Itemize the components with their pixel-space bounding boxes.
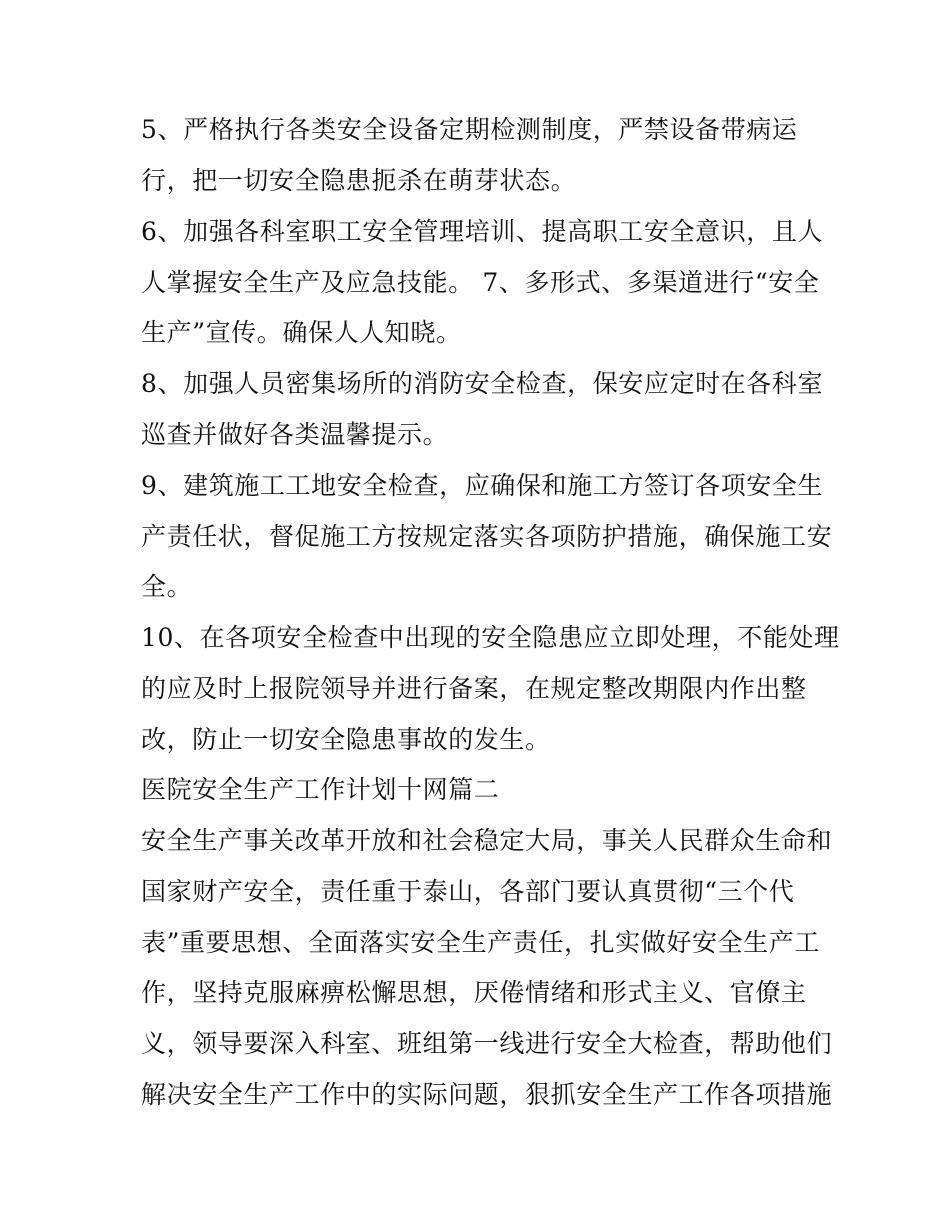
text-line: 作，坚持克服麻痹松懈思想，厌倦情绪和形式主义、官僚主 xyxy=(141,978,807,1007)
text-line: 表”重要思想、全面落实安全生产责任，扎实做好安全生产工 xyxy=(141,928,820,957)
text-line: 5、严格执行各类安全设备定期检测制度，严禁设备带病运 xyxy=(141,115,798,144)
text-line: 8、加强人员密集场所的消防安全检查，保安应定时在各科室 xyxy=(141,369,824,398)
text-line: 6、加强各科室职工安全管理培训、提高职工安全意识，且人 xyxy=(141,217,824,246)
text-line: 全。 xyxy=(141,572,193,601)
text-line: 解决安全生产工作中的实际问题，狠抓安全生产工作各项措施 xyxy=(141,1080,833,1109)
text-line: 改，防止一切安全隐患事故的发生。 xyxy=(141,725,551,754)
text-line: 巡查并做好各类温馨提示。 xyxy=(141,420,449,449)
text-line: 义，领导要深入科室、班组第一线进行安全大检查，帮助他们 xyxy=(141,1029,833,1058)
text-line: 生产”宣传。确保人人知晓。 xyxy=(141,318,462,347)
text-line: 产责任状，督促施工方按规定落实各项防护措施，确保施工安 xyxy=(141,522,833,551)
text-line: 10、在各项安全检查中出现的安全隐患应立即处理，不能处理 xyxy=(141,623,840,652)
text-line: 国家财产安全，责任重于泰山，各部门要认真贯彻“三个代 xyxy=(141,877,795,906)
text-line: 安全生产事关改革开放和社会稳定大局，事关人民群众生命和 xyxy=(141,826,833,855)
section-heading: 医院安全生产工作计划十网篇二 xyxy=(141,775,500,804)
text-line: 人掌握安全生产及应急技能。 7、多形式、多渠道进行“安全 xyxy=(141,268,820,297)
text-line: 的应及时上报院领导并进行备案，在规定整改期限内作出整 xyxy=(141,674,807,703)
text-line: 9、建筑施工工地安全检查，应确保和施工方签订各项安全生 xyxy=(141,471,824,500)
text-line: 行，把一切安全隐患扼杀在萌芽状态。 xyxy=(141,166,577,195)
